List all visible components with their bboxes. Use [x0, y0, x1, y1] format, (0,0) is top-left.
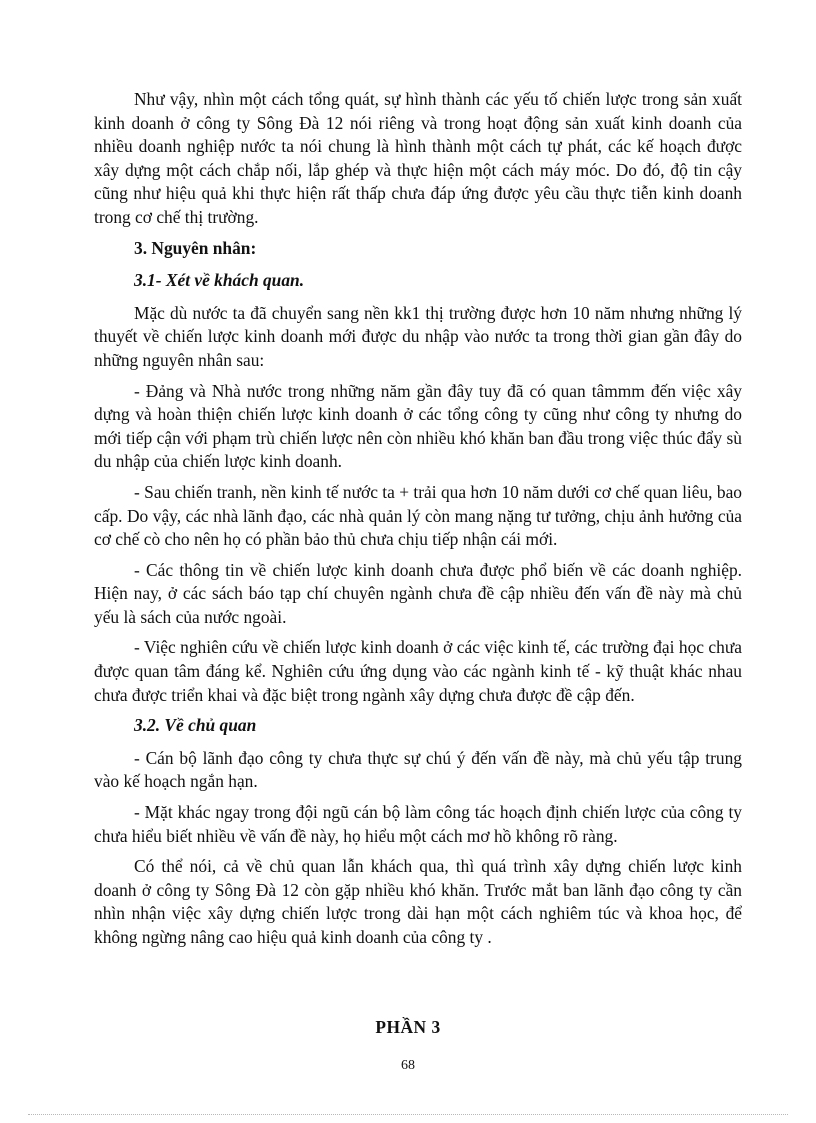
- bullet-planning-staff: - Mặt khác ngay trong đội ngũ cán bộ làm công tác hoạch định chiến lược của công ty chưa hiểu biết nhiều về vấn đề này, họ hiểu một cách mơ hồ không rõ ràng.: [94, 802, 742, 846]
- bullet-party-state: - Đảng và Nhà nước trong những năm gần đây tuy đã có quan tâmmm đến việc xây dựng và hoàn thiện chiến lược kinh doanh ở các tổng công ty cũng như công ty nhưng do mới tiếp cận với phạm trù chiến lược nên còn nhiều khó khăn ban đầu trong việc thúc đẩy sù du nhập của chiến lược kinh doanh.: [94, 380, 742, 472]
- paragraph-conclusion: Có thể nói, cả về chủ quan lẫn khách qua, thì quá trình xây dựng chiến lược kinh doanh ở công ty Sông Đà 12 còn gặp nhiều khó khăn. Trước mắt ban lãnh đạo công ty cần nhìn nhận việc xây dựng chiến lược trong dài hạn một cách nghiêm túc và khoa học, để không ngừng nâng cao hiệu quả kinh doanh của công ty .: [94, 856, 742, 947]
- bullet-leadership: - Cán bộ lãnh đạo công ty chưa thực sự chú ý đến vấn đề này, mà chủ yếu tập trung vào kế hoạch ngắn hạn.: [94, 747, 742, 792]
- bullet-information: - Các thông tin về chiến lược kinh doanh chưa được phổ biến về các doanh nghiệp. Hiện nay, ở các sách báo tạp chí chuyên ngành chưa đề cập nhiều đến vấn đề này mà chủ yếu là sách của nước ngoài.: [94, 559, 742, 627]
- bullet-research: - Việc nghiên cứu về chiến lược kinh doanh ở các việc kinh tế, các trường đại học chưa được quan tâm đáng kể. Nghiên cứu ứng dụng vào các ngành kinh tế - kỹ thuật khác nhau chưa được triển khai và đặc biệt trong ngành xây dựng chưa được đề cập đến.: [94, 637, 742, 705]
- subsection-heading-objective: 3.1- Xét về khách quan.: [134, 270, 305, 291]
- bullet-post-war-economy: - Sau chiến tranh, nền kinh tế nước ta + trải qua hơn 10 năm dưới cơ chế quan liêu, bao cấp. Do vậy, các nhà lãnh đạo, các nhà quản lý còn mang nặng tư tưởng, chịu ảnh hưởng của cơ chế cò cho nên họ có phần bảo thủ chưa chịu tiếp nhận cái mới.: [94, 481, 742, 550]
- subsection-heading-subjective: 3.2. Về chủ quan: [134, 715, 257, 736]
- page-bottom-divider: [28, 1114, 788, 1115]
- document-body: [94, 88, 742, 957]
- paragraph-objective-intro: Mặc dù nước ta đã chuyển sang nền kk1 thị trường được hơn 10 năm nhưng những lý thuyết về chiến lược kinh doanh mới được du nhập vào nước ta trong thời gian gần đây do những nguyên nhân sau:: [94, 302, 742, 370]
- section-heading-causes: 3. Nguyên nhân:: [134, 237, 257, 258]
- paragraph-summary: Như vậy, nhìn một cách tổng quát, sự hình thành các yếu tố chiến lược trong sản xuất kinh doanh ở công ty Sông Đà 12 nói riêng và trong hoạt động sản xuất kinh doanh của nhiều doanh nghiệp nước ta nói chung là hình thành một cách tự phát, các kế hoạch được xây dựng một cách chắp nối, lắp ghép và thực hiện một cách máy móc. Do đó, độ tin cậy cũng như hiệu quả khi thực hiện rất thấp chưa đáp ứng được yêu cầu thực tiễn kinh doanh trong cơ chế thị trường.: [94, 89, 742, 227]
- part-title: PHẦN 3: [375, 1017, 441, 1037]
- page-number: 68: [401, 1058, 415, 1073]
